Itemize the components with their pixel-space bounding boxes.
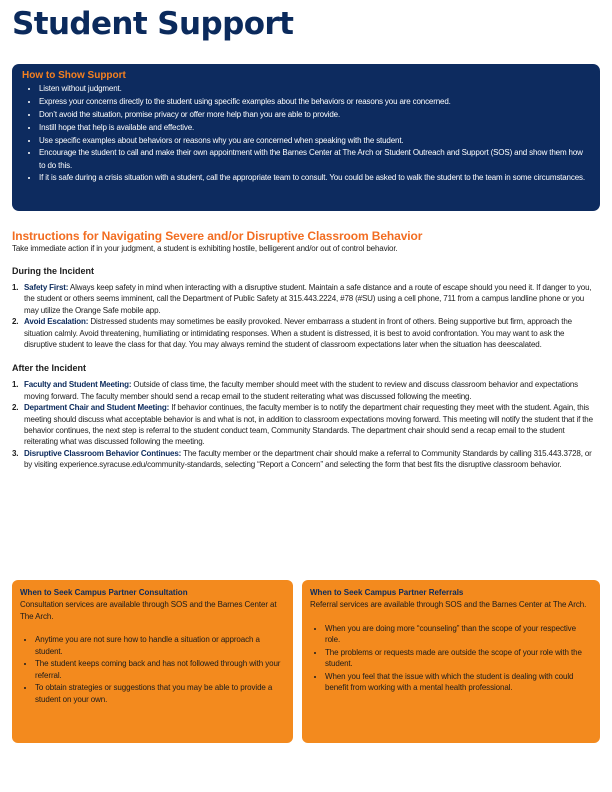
item-number: 1. (12, 283, 19, 292)
item-lead: Disruptive Classroom Behavior Continues: (24, 448, 182, 458)
list-item: • The student keeps coming back and has not followed through with your referral. (35, 658, 285, 681)
numbered-item (12, 379, 598, 402)
show-support-heading: How to Show Support (22, 70, 126, 81)
numbered-item (12, 448, 598, 471)
item-lead: Avoid Escalation: (24, 317, 89, 327)
consultation-box (12, 580, 293, 743)
numbered-item (12, 316, 598, 350)
list-item: • Anytime you are not sure how to handle a situation or approach a student. (35, 634, 285, 657)
list-item: • To obtain strategies or suggestions that you may be able to provide a student on your own. (35, 682, 285, 705)
list-item: • When you are doing more “counseling” than the scope of your respective role. (325, 623, 592, 646)
referrals-intro: Referral services are available through SOS and the Barnes Center at The Arch. (310, 600, 587, 609)
list-item: • Don’t avoid the situation, promise privacy or offer more help than you are able to provide. (39, 108, 590, 121)
item-text: Always keep safety in mind when interacting with a disruptive student. Maintain a safe distance and a route of escape should you need it. If danger to you, the student or others seems imminent, call the Department of Public Safety at 315.443.2224, #78 (#SU) using a cell phone, 711 from a campus landline phone or you may utilize the Orange Safe mobile app. (24, 283, 592, 315)
item-text: The faculty member or the department chair should make a referral to Community Standards by calling 315.443.3728, or by visiting experience.syracuse.edu/community-standards, selecting “Report a Concern” and selecting the form that best fits the disruptive classroom behavior. (24, 448, 592, 470)
item-text: Distressed students may sometimes be easily provoked. Never embarrass a student in front of others. Being supportive but firm, approach the situation calmly. Avoid threatening, humiliating or intimidating responses. When a student is distressed, it is best to avoid confrontation. You may want to ask the disruptive student to leave the class for that day. You may always remind the student of classroom expectations later when the situation has deescalated. (24, 317, 572, 350)
item-lead: Safety First: (24, 283, 69, 292)
item-number: 2. (12, 403, 19, 413)
item-lead: Department Chair and Student Meeting: (24, 403, 170, 413)
list-item: • Encourage the student to call and make their own appointment with the Barnes Center at The Arch or Student Outreach and Support (SOS) and show them how to do this. (39, 147, 590, 172)
list-item: • Express your concerns directly to the student using specific examples about the behaviors or reasons you are concerned. (39, 95, 590, 108)
item-text: Outside of class time, the faculty member should meet with the student to review and discuss classroom behavior and expectations moving forward. The faculty member should send a recap email to the student reiterating what was discussed following the meeting. (24, 380, 579, 401)
item-lead: Faculty and Student Meeting: (24, 380, 132, 390)
consultation-heading: When to Seek Campus Partner Consultation (20, 588, 188, 597)
item-number: 1. (12, 380, 19, 390)
numbered-item (12, 402, 598, 448)
referrals-heading: When to Seek Campus Partner Referrals (310, 588, 464, 597)
page-title: Student Support (12, 6, 294, 42)
consultation-list (20, 634, 285, 706)
list-item: • Instill hope that help is available and effective. (39, 121, 590, 134)
list-item: • Use specific examples about behaviors or reasons why you are concerned when speaking with the student. (39, 134, 590, 147)
referrals-list (310, 623, 592, 695)
after-incident-list (12, 379, 598, 470)
section-intro: Take immediate action if in your judgment, a student is exhibiting hostile, belligerent and/or out of control behavior. (12, 244, 398, 253)
referrals-box (302, 580, 600, 743)
item-text: If behavior continues, the faculty member is to notify the department chair requesting they meet with the student. Again, this meeting should discuss what acceptable behavior is and what is not, in addition to classroom expectations moving forward. This meeting will notify the student that if the behavior continues, the next step is referral to the student conduct team, Community Standards. The department chair should send a recap email to the student reiterating what was discussed following the meeting. (24, 403, 593, 447)
after-incident-heading: After the Incident (12, 363, 87, 374)
list-item: • When you feel that the issue with which the student is dealing with could benefit from working with a mental health professional. (325, 671, 592, 694)
numbered-item (12, 282, 598, 316)
item-number: 3. (12, 448, 19, 458)
how-to-show-support-box (12, 64, 600, 211)
list-item: • If it is safe during a crisis situation with a student, call the appropriate team to consult. You could be asked to walk the student to the team in some circumstances. (39, 172, 590, 185)
consultation-intro: Consultation services are available through SOS and the Barnes Center at The Arch. (20, 600, 277, 621)
navigating-section (12, 229, 598, 471)
section-heading: Instructions for Navigating Severe and/or Disruptive Classroom Behavior (12, 229, 423, 243)
during-incident-list (12, 282, 598, 350)
during-incident-heading: During the Incident (12, 266, 94, 276)
list-item: • Listen without judgment. (39, 82, 590, 95)
list-item: • The problems or requests made are outside the scope of your role with the student. (325, 647, 592, 670)
item-number: 2. (12, 317, 19, 327)
show-support-list (22, 82, 590, 185)
